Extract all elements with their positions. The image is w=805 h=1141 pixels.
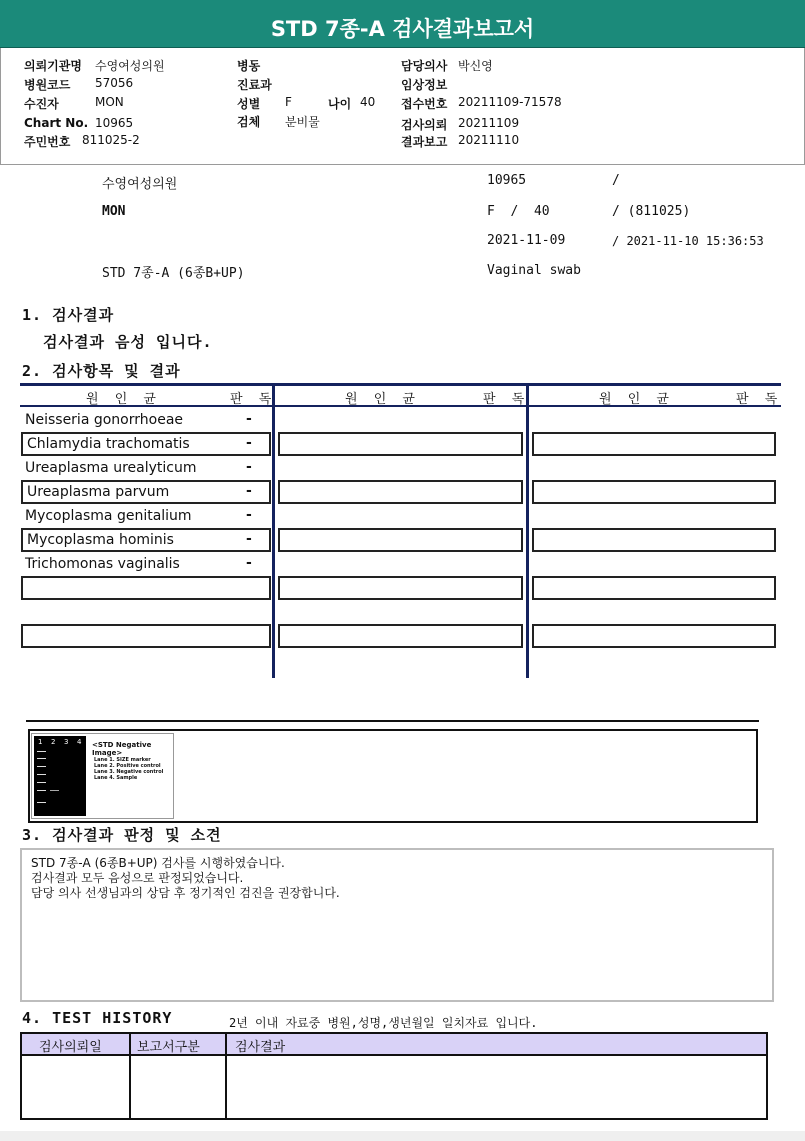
column-divider-1 xyxy=(272,383,275,678)
history-col-divider xyxy=(129,1034,131,1118)
gel-band xyxy=(37,782,46,783)
gel-band xyxy=(37,751,46,752)
page-bottom-strip xyxy=(0,1131,805,1141)
result-row-box xyxy=(21,432,271,456)
value-institution: 수영여성의원 xyxy=(95,59,165,73)
gel-band xyxy=(37,802,46,803)
summary-birth: / (811025) xyxy=(612,204,691,219)
gel-band xyxy=(50,790,59,791)
organism-result: - xyxy=(246,531,252,547)
lane-number: 3 xyxy=(64,738,69,746)
opinion-line: 담당 의사 선생님과의 상담 후 정기적인 검진을 권장합니다. xyxy=(31,886,340,900)
history-header-rule xyxy=(22,1054,766,1056)
result-row-box xyxy=(21,528,271,552)
column-divider-2 xyxy=(526,383,529,678)
organism-result: - xyxy=(246,507,252,523)
gel-band xyxy=(37,774,46,775)
organism-result: - xyxy=(246,435,252,451)
label-ward: 병동 xyxy=(237,59,261,73)
gel-band xyxy=(37,766,46,767)
organism-name: Ureaplasma parvum xyxy=(27,484,170,500)
col-organism-1: 원 인 균 xyxy=(86,392,162,407)
value-specimen: 분비물 xyxy=(285,115,320,129)
value-accession-no: 20211109-71578 xyxy=(458,95,562,109)
organism-result: - xyxy=(246,411,252,427)
gel-band xyxy=(37,758,46,759)
organism-name: Trichomonas vaginalis xyxy=(25,556,180,572)
result-row-box xyxy=(278,480,523,504)
result-row-box xyxy=(278,624,523,648)
organism-name: Chlamydia trachomatis xyxy=(27,436,190,452)
opinion-text xyxy=(31,856,340,901)
value-hospital-code: 57056 xyxy=(95,76,134,90)
gel-image xyxy=(31,733,174,819)
label-clinical-info: 임상정보 xyxy=(401,78,448,92)
history-col-request-date: 검사의뢰일 xyxy=(39,1040,102,1055)
organism-name: Neisseria gonorrhoeae xyxy=(25,412,184,428)
lane-number: 1 xyxy=(38,738,43,746)
value-patient: MON xyxy=(95,95,124,109)
gel-lanes xyxy=(34,736,86,816)
organism-name: Ureaplasma urealyticum xyxy=(25,460,197,476)
organism-result: - xyxy=(246,483,252,499)
report-title: STD 7종-A 검사결과보고서 xyxy=(0,0,805,48)
section2-heading: 2. 검사항목 및 결과 xyxy=(22,362,181,380)
gel-band xyxy=(37,790,46,791)
result-row-box xyxy=(278,432,523,456)
value-sex: F xyxy=(285,95,292,109)
label-chart-no: Chart No. xyxy=(24,116,89,130)
result-row-box xyxy=(21,480,271,504)
value-report-date: 20211110 xyxy=(458,133,520,147)
organism-name: Mycoplasma hominis xyxy=(27,532,174,548)
opinion-line: STD 7종-A (6종B+UP) 검사를 시행하였습니다. xyxy=(31,856,285,870)
organism-result: - xyxy=(246,555,252,571)
value-resident-no: 811025-2 xyxy=(82,133,140,147)
label-sex: 성별 xyxy=(237,97,261,111)
opinion-box xyxy=(20,848,774,1002)
col-organism-2: 원 인 균 xyxy=(345,392,421,407)
col-judgement-1: 판 독 xyxy=(230,392,278,407)
result-row-box xyxy=(21,576,271,600)
summary-sex-age: F / 40 xyxy=(487,204,550,219)
summary-patient: MON xyxy=(102,204,126,219)
col-organism-3: 원 인 균 xyxy=(599,392,675,407)
lane-number: 2 xyxy=(51,738,56,746)
label-accession-no: 접수번호 xyxy=(401,97,448,111)
history-col-report-type: 보고서구분 xyxy=(137,1040,200,1055)
history-note: 2년 이내 자료중 병원,성명,생년월일 일치자료 입니다. xyxy=(229,1016,538,1030)
history-col-result: 검사결과 xyxy=(235,1040,286,1055)
label-resident-no: 주민번호 xyxy=(24,135,71,149)
value-age: 40 xyxy=(360,95,376,109)
result-row-box xyxy=(532,576,776,600)
label-institution: 의뢰기관명 xyxy=(24,59,82,73)
summary-chart-no: 10965 xyxy=(487,173,527,188)
result-row-box xyxy=(278,528,523,552)
value-doctor: 박신영 xyxy=(458,59,493,73)
organism-name: Mycoplasma genitalium xyxy=(25,508,192,524)
summary-separator: / xyxy=(612,173,620,188)
col-judgement-3: 판 독 xyxy=(736,392,784,407)
gel-title: <STD Negative Image> xyxy=(92,741,152,757)
section1-result: 검사결과 음성 입니다. xyxy=(43,333,213,351)
col-judgement-2: 판 독 xyxy=(483,392,531,407)
value-request-date: 20211109 xyxy=(458,116,520,130)
label-hospital-code: 병원코드 xyxy=(24,78,71,92)
history-col-divider xyxy=(225,1034,227,1118)
gel-legend-item: Lane 1. SIZE marker xyxy=(94,757,151,763)
summary-request-date: 2021-11-09 xyxy=(487,233,566,248)
result-row-box xyxy=(532,432,776,456)
history-header xyxy=(22,1034,766,1054)
result-row-box xyxy=(532,480,776,504)
value-chart-no: 10965 xyxy=(95,116,134,130)
label-age: 나이 xyxy=(328,97,352,111)
result-row-box xyxy=(532,624,776,648)
label-department: 진료과 xyxy=(237,78,272,92)
section4-heading: 4. TEST HISTORY xyxy=(22,1009,173,1027)
summary-specimen: Vaginal swab xyxy=(487,263,581,278)
summary-test-name: STD 7종-A (6종B+UP) xyxy=(102,266,245,281)
opinion-line: 검사결과 모두 음성으로 판정되었습니다. xyxy=(31,871,244,885)
organism-result: - xyxy=(246,459,252,475)
summary-institution: 수영여성의원 xyxy=(102,177,178,192)
label-specimen: 검체 xyxy=(237,115,261,129)
lane-number: 4 xyxy=(77,738,82,746)
table-top-rule xyxy=(20,383,781,386)
summary-report-datetime: / 2021-11-10 15:36:53 xyxy=(612,234,764,248)
gel-legend-item: Lane 3. Negative control xyxy=(94,769,164,775)
section1-heading: 1. 검사결과 xyxy=(22,306,115,324)
label-request-date: 검사의뢰 xyxy=(401,118,448,132)
result-row-box xyxy=(278,576,523,600)
gel-legend-item: Lane 2. Positive control xyxy=(94,763,161,769)
section3-heading: 3. 검사결과 판정 및 소견 xyxy=(22,826,222,844)
label-patient: 수진자 xyxy=(24,97,59,111)
label-doctor: 담당의사 xyxy=(401,59,448,73)
label-report-date: 결과보고 xyxy=(401,135,448,149)
result-row-box xyxy=(21,624,271,648)
result-row-box xyxy=(532,528,776,552)
gel-legend-item: Lane 4. Sample xyxy=(94,775,138,781)
divider-rule xyxy=(26,720,759,722)
